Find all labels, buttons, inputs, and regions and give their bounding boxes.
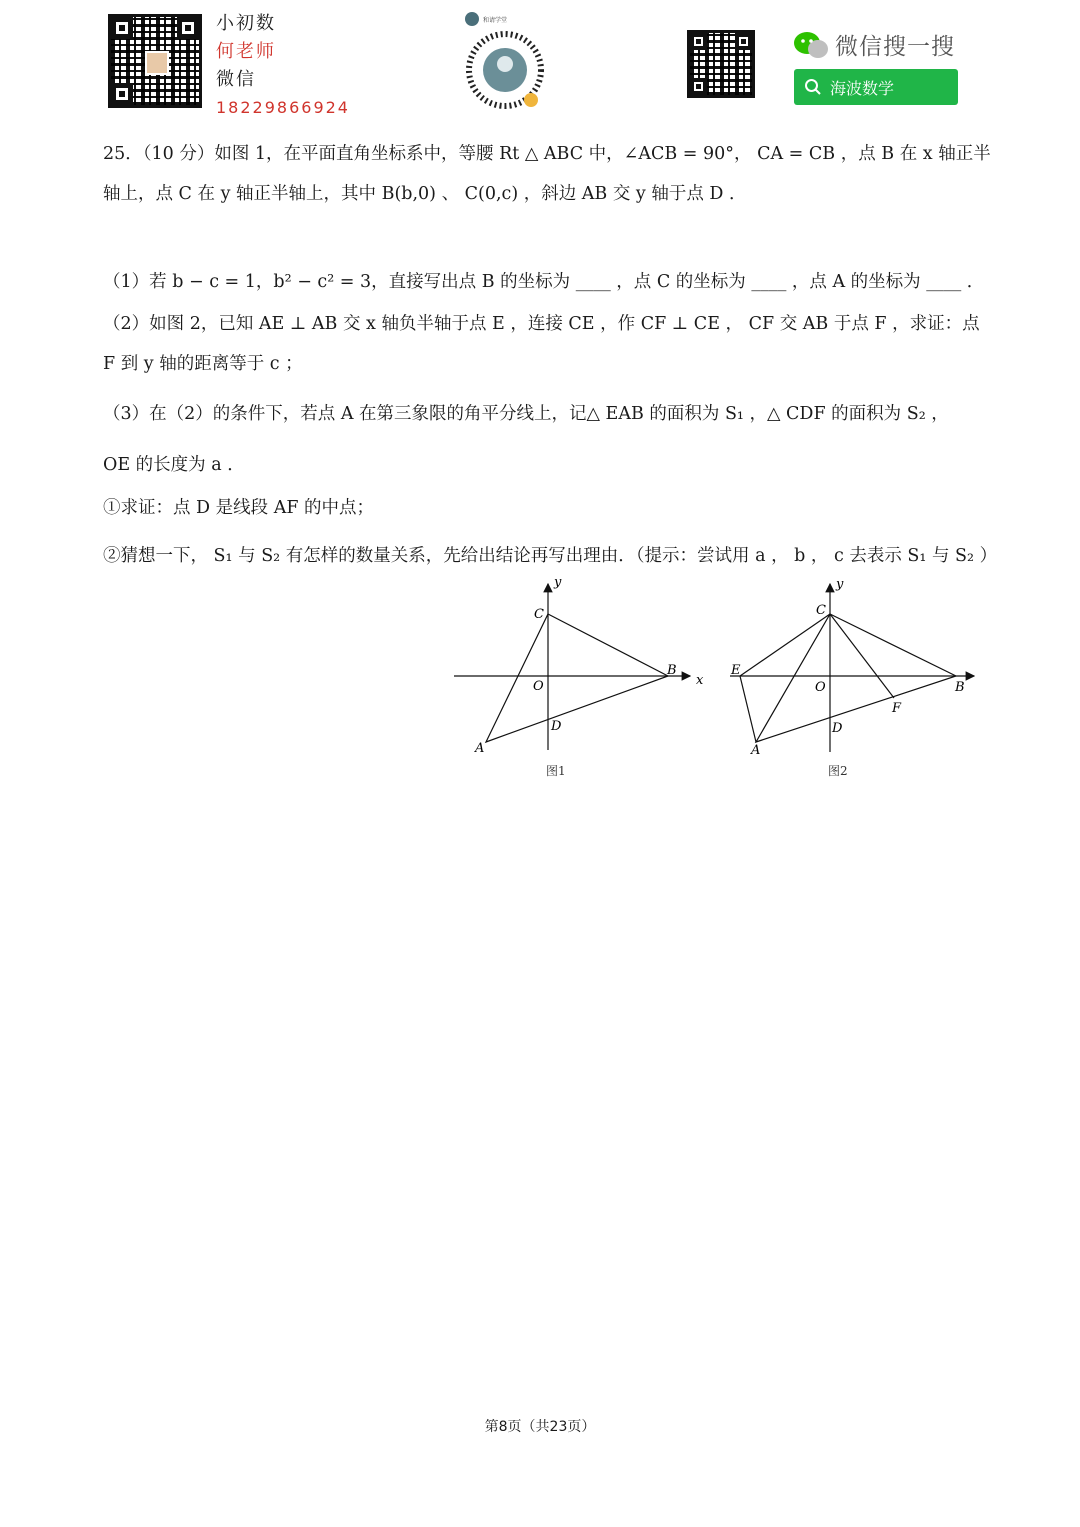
label-o: O [533, 679, 544, 694]
teacher-contact [216, 10, 350, 122]
segment-ae [740, 676, 756, 742]
wechat-search-title: 微信搜一搜 [835, 34, 955, 60]
label-b: B [955, 680, 965, 695]
label-e: E [731, 663, 741, 678]
segment-ce [740, 614, 830, 676]
teacher-line-3: 微信 [216, 69, 256, 90]
label-f: F [892, 701, 902, 716]
wechat-logo-icon [793, 30, 829, 60]
label-d: D [551, 719, 562, 734]
problem-part-2-line-1: （2）如图 2，已知 AE ⊥ AB 交 x 轴负半轴于点 E ，连接 CE ，作 CF ⊥ CE ， CF 交 AB 于点 F ，求证：点 [103, 314, 980, 334]
teacher-qr-code[interactable] [108, 14, 202, 108]
search-icon [804, 78, 822, 96]
problem-part-2-line-2: F 到 y 轴的距离等于 c ； [103, 354, 303, 374]
problem-part-1: （1）若 b − c = 1，b² − c² = 3，直接写出点 B 的坐标为 ____ ，点 C 的坐标为 ____ ，点 A 的坐标为 ____ ． [103, 272, 985, 292]
mini-program-name: 和请学堂 [483, 16, 508, 24]
mini-program-logo-icon [465, 12, 479, 26]
figure-1-caption: 图1 [546, 764, 566, 778]
label-d: D [832, 721, 843, 736]
label-x: x [696, 673, 704, 688]
problem-line-1: 25．（10 分）如图 1，在平面直角坐标系中，等腰 Rt △ ABC 中，∠ACB = 90°， CA = CB ，点 B 在 x 轴正半 [103, 144, 991, 164]
mini-program-qr-icon [465, 30, 545, 114]
triangle-abc [486, 614, 668, 742]
mini-program-code[interactable] [465, 12, 545, 120]
avatar [145, 51, 169, 75]
teacher-phone: 18229866924 [216, 98, 350, 117]
label-b: B [667, 663, 677, 678]
label-a: A [475, 741, 485, 756]
label-y: y [836, 578, 844, 592]
figure-2-caption: 图2 [828, 764, 848, 778]
figure-2-diagram [726, 578, 986, 783]
problem-line-2: 轴上，点 C 在 y 轴正半轴上，其中 B(b,0) 、 C(0,c) ，斜边 AB 交 y 轴于点 D ． [103, 184, 747, 204]
page-footer: 第8页（共23页） [484, 1419, 596, 1435]
wechat-search-header [793, 28, 955, 61]
label-o: O [815, 680, 826, 695]
triangle-abc [756, 614, 956, 742]
problem-part-3-sub-1: ①求证：点 D 是线段 AF 的中点； [103, 498, 375, 518]
label-y: y [554, 578, 562, 590]
teacher-line-2: 何老师 [216, 41, 276, 62]
problem-part-3-line-2: OE 的长度为 a ． [103, 455, 245, 475]
wechat-search-button-label: 海波数学 [830, 78, 895, 98]
problem-part-3-sub-2: ②猜想一下， S₁ 与 S₂ 有怎样的数量关系，先给出结论再写出理由．（提示：尝试用 a ， b ， c 去表示 S₁ 与 S₂ ） [103, 546, 998, 566]
figure-1-diagram [450, 578, 720, 783]
label-a: A [751, 743, 761, 758]
wechat-search-button[interactable] [794, 69, 958, 105]
problem-part-3-line-1: （3）在（2）的条件下，若点 A 在第三象限的角平分线上，记△ EAB 的面积为 S₁ ，△ CDF 的面积为 S₂ ， [103, 404, 949, 424]
wechat-qr-code[interactable] [687, 30, 755, 98]
segment-cf [830, 614, 894, 698]
teacher-line-1: 小初数 [216, 13, 276, 34]
label-c: C [534, 607, 544, 622]
label-c: C [816, 603, 826, 618]
